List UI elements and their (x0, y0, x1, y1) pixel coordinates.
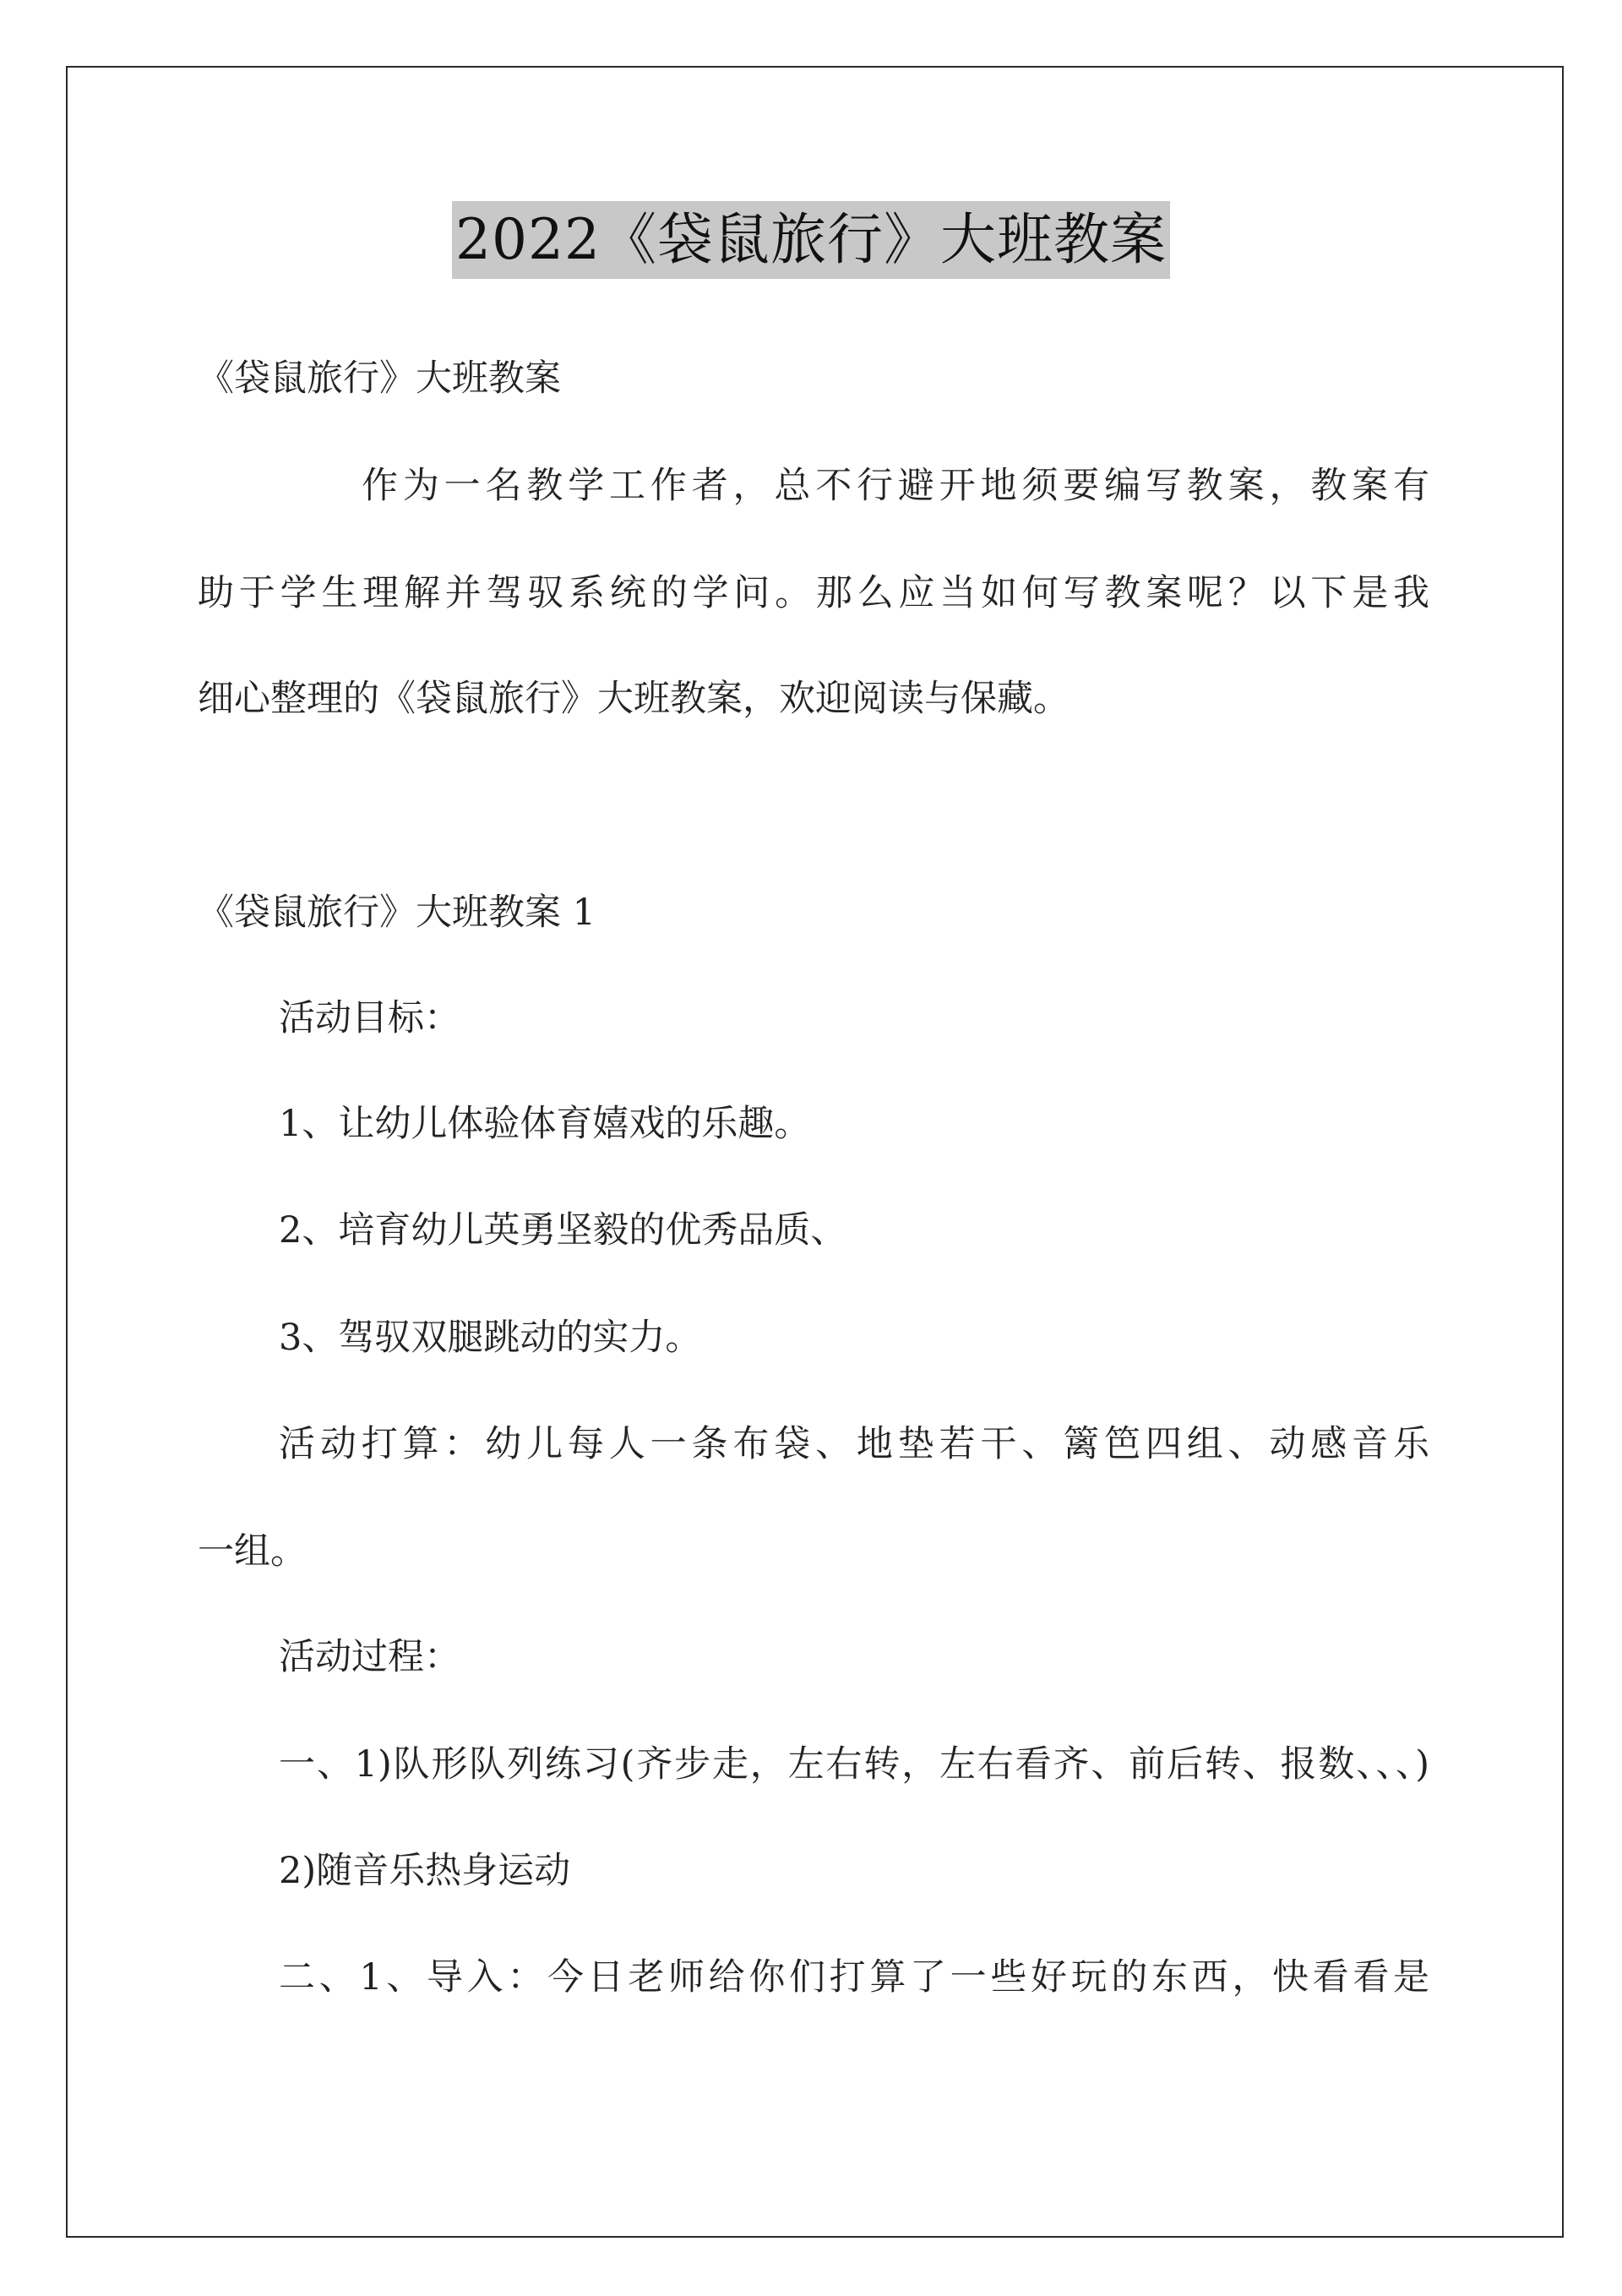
title-container (0, 201, 1622, 279)
goals-label: 活动目标： (279, 997, 460, 1039)
intro-line-1: 作为一名教学工作者，总不行避开地须要编写教案，教案有 (362, 465, 1429, 507)
preparation-line-2: 一组。 (198, 1530, 307, 1573)
process-label: 活动过程： (279, 1636, 460, 1678)
intro-line-3: 细心整理的《袋鼠旅行》大班教案，欢迎阅读与保藏。 (198, 678, 1070, 720)
process-step-1: 一、1)队形队列练习(齐步走，左右转，左右看齐、前后转、报数、、、) (279, 1743, 1429, 1786)
document-subtitle: 《袋鼠旅行》大班教案 (198, 357, 561, 400)
document-title: 2022《袋鼠旅行》大班教案 (452, 201, 1170, 279)
section-heading: 《袋鼠旅行》大班教案 1 (198, 892, 596, 934)
goal-item-2: 2、培育幼儿英勇坚毅的优秀品质、 (279, 1209, 847, 1252)
goal-item-3: 3、驾驭双腿跳动的实力。 (279, 1317, 702, 1359)
process-step-3: 二、1、导入：今日老师给你们打算了一些好玩的东西，快看看是 (279, 1956, 1429, 1999)
process-step-2: 2)随音乐热身运动 (279, 1850, 571, 1892)
goal-item-1: 1、让幼儿体验体育嬉戏的乐趣。 (279, 1103, 811, 1145)
intro-line-2: 助于学生理解并驾驭系统的学问。那么应当如何写教案呢？以下是我 (198, 572, 1429, 614)
preparation-line-1: 活动打算：幼儿每人一条布袋、地垫若干、篱笆四组、动感音乐 (279, 1423, 1429, 1465)
